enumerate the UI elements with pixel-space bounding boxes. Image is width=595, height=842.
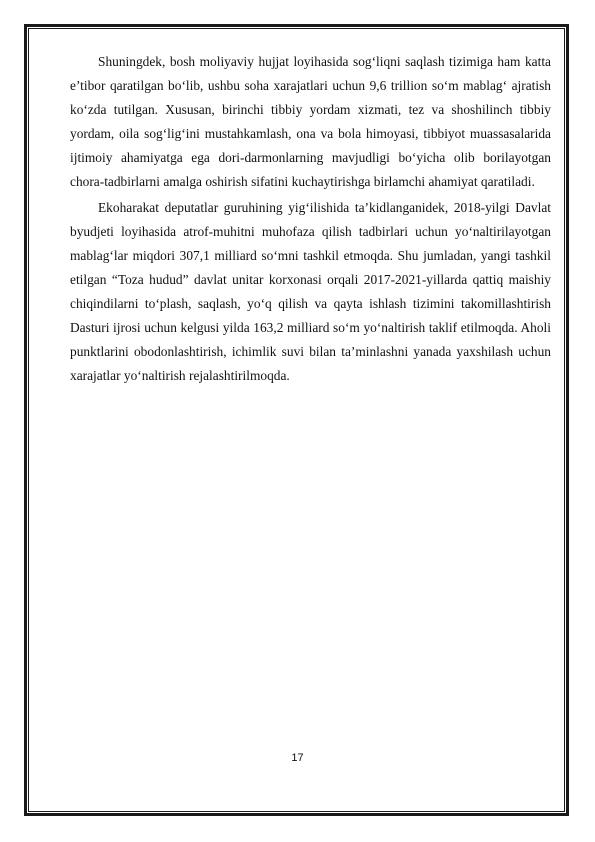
paragraph-healthcare: Shuningdek, bosh moliyaviy hujjat loyihasida sog‘liqni saqlash tizimiga ham katta e’tibor qaratilgan bo‘lib, ushbu soha xarajatlari uchun 9,6 trillion so‘m mablag‘ ajratish ko‘zda tutilgan. Xususan, birinchi tibbiy yordam xizmati, tez va shoshilinch tibbiy yordam, oila sog‘lig‘ini mustahkamlash, ona va bola himoyasi, tibbiyot muassasalarida ijtimoiy ahamiyatga ega dori-darmonlarning mavjudligi bo‘yicha olib borilayotgan chora-tadbirlarni amalga oshirish sifatini kuchaytirishga birlamchi ahamiyat qaratiladi.: [70, 54, 551, 189]
paragraph-ecology: Ekoharakat deputatlar guruhining yig‘ilishida ta’kidlanganidek, 2018-yilgi Davlat byudjeti loyihasida atrof-muhitni muhofaza qilish tadbirlari uchun yo‘naltirilayotgan mablag‘lar miqdori 307,1 milliard so‘mni tashkil etmoqda. Shu jumladan, yangi tashkil etilgan “Toza hudud” davlat unitar korxonasi orqali 2017-2021-yillarda qattiq maishiy chiqindilarni to‘plash, saqlash, yo‘q qilish va qayta ishlash tizimini takomillashtirish Dasturi ijrosi uchun kelgusi yilda 163,2 milliard so‘m yo‘naltirish taklif etilmoqda. Aholi punktlarini obodonlashtirish, ichimlik suvi bilan ta’minlashni yanada yaxshilash uchun xarajatlar yo‘naltirish rejalashtirilmoqda.: [70, 200, 551, 383]
document-body: [70, 50, 551, 390]
page-number: 17: [291, 752, 304, 764]
